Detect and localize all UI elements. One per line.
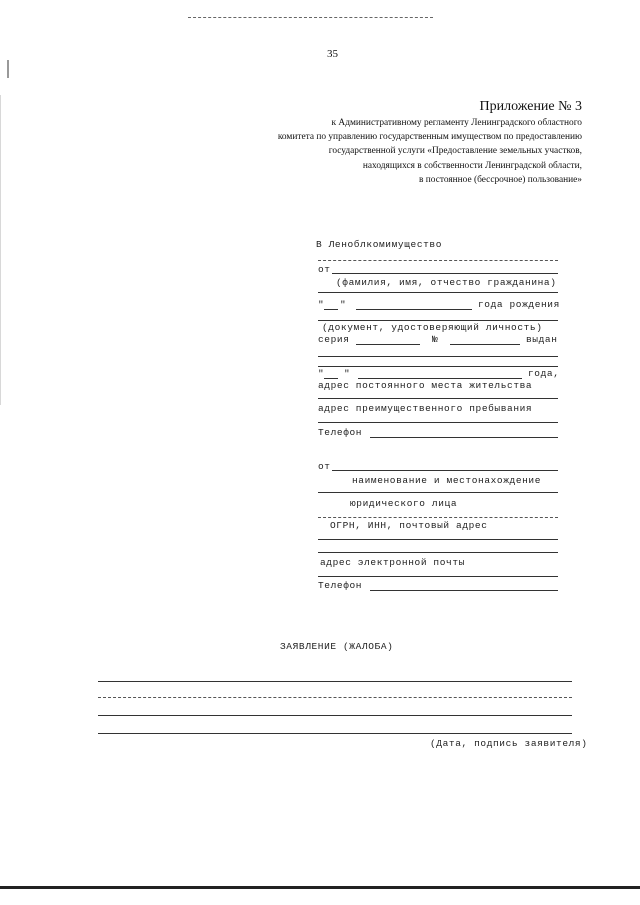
entity-name-line[interactable] [332, 470, 558, 471]
ogrn-line-3[interactable] [318, 552, 558, 553]
statement-line-3[interactable] [98, 715, 572, 716]
appendix-line: находящихся в собственности Ленинградской области, [362, 160, 582, 171]
residence-label: адрес постоянного места жительства [318, 380, 533, 391]
birth-month-line[interactable] [356, 309, 472, 310]
series-label: серия [318, 334, 350, 345]
birth-year-label: года рождения [478, 299, 560, 310]
addressee-line [318, 260, 558, 261]
from-label: от [318, 264, 331, 275]
number-line[interactable] [450, 344, 520, 345]
statement-line-1[interactable] [98, 681, 572, 682]
entity-name-caption-2: юридического лица [350, 498, 458, 509]
signature-caption: (Дата, подпись заявителя) [430, 738, 588, 749]
issue-month-line[interactable] [358, 378, 522, 379]
document-caption: (документ, удостоверяющий личность) [322, 322, 543, 333]
appendix-line: в постоянное (бессрочное) пользование» [418, 174, 582, 185]
appendix-subtitle [278, 116, 582, 187]
scan-artifact [7, 60, 9, 78]
top-scan-line [188, 17, 433, 18]
issue-date-mid-quote: " [344, 368, 351, 379]
issued-by-line[interactable] [318, 356, 558, 357]
phone-label: Телефон [318, 427, 363, 438]
addressee: В Леноблкомимущество [316, 239, 443, 250]
entity-phone-line[interactable] [370, 590, 558, 591]
issue-date-open-quote: " [318, 368, 325, 379]
issued-label: выдан [526, 334, 558, 345]
year-label: года, [528, 368, 560, 379]
statement-line-4[interactable] [98, 733, 572, 734]
ogrn-caption: ОГРН, ИНН, почтовый адрес [330, 520, 488, 531]
date-open-quote: " [318, 299, 325, 310]
scan-margin-mark [0, 95, 1, 405]
page-number: 35 [327, 48, 338, 60]
residence-line[interactable] [318, 398, 558, 399]
stay-label: адрес преимущественного пребывания [318, 403, 533, 414]
ogrn-line[interactable] [318, 517, 558, 518]
entity-phone-label: Телефон [318, 580, 363, 591]
phone-line[interactable] [370, 437, 558, 438]
statement-title: ЗАЯВЛЕНИЕ (ЖАЛОБА) [280, 641, 394, 652]
entity-name-caption: наименование и местонахождение [352, 475, 542, 486]
email-line[interactable] [318, 576, 558, 577]
issue-day-line[interactable] [324, 378, 338, 379]
fio-line-2[interactable] [318, 292, 558, 293]
stay-line[interactable] [318, 422, 558, 423]
entity-from-label: от [318, 461, 331, 472]
entity-name-line-2[interactable] [318, 492, 558, 493]
appendix-title: Приложение № 3 [479, 99, 582, 114]
series-line[interactable] [356, 344, 420, 345]
scan-bottom-edge [0, 886, 640, 889]
date-mid-quote: " [340, 299, 347, 310]
appendix-line: государственной услуги «Предоставление земельных участков, [328, 146, 582, 157]
number-label: № [432, 334, 439, 345]
fio-line[interactable] [332, 273, 558, 274]
ogrn-line-2[interactable] [318, 539, 558, 540]
issued-by-line-2[interactable] [318, 366, 558, 367]
statement-line-2[interactable] [98, 697, 572, 698]
appendix-line: к Административному регламенту Ленинградского областного [331, 118, 582, 128]
fio-caption: (фамилия, имя, отчество гражданина) [336, 277, 557, 288]
document-line[interactable] [318, 320, 558, 321]
appendix-line: комитета по управлению государственным имуществом по предоставлению [277, 132, 582, 143]
email-label: адрес электронной почты [320, 557, 465, 568]
birth-day-line[interactable] [324, 309, 338, 310]
